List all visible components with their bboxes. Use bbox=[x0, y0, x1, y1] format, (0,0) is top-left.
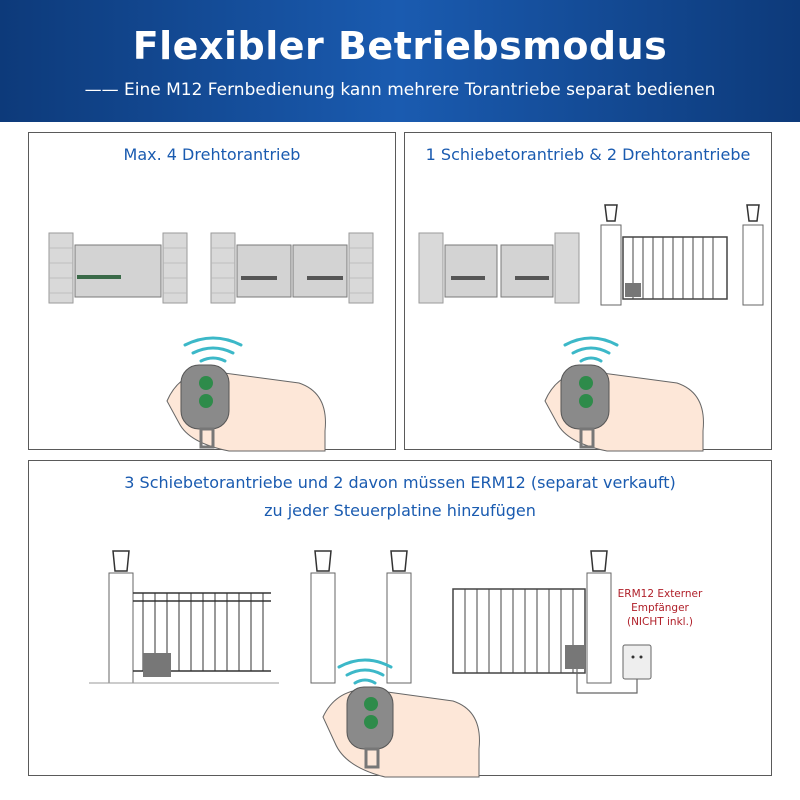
page-subtitle: —— Eine M12 Fernbedienung kann mehrere Torantriebe separat bedienen bbox=[84, 80, 716, 100]
panel-title-line1: 3 Schiebetorantriebe und 2 davon müssen ERM12 (separat verkauft) bbox=[124, 473, 676, 492]
panel-title-swing: Max. 4 Drehtorantrieb bbox=[123, 145, 301, 164]
header-banner bbox=[0, 0, 800, 122]
erm12-label: ERM12 Externer Empfänger (NICHT inkl.) bbox=[617, 588, 703, 628]
page-title: Flexibler Betriebsmodus bbox=[132, 24, 668, 68]
swing-gates-illustration bbox=[29, 133, 397, 451]
panel-swing-gates bbox=[28, 132, 396, 450]
panel-three-sliding bbox=[28, 460, 772, 776]
panel-title-line2: zu jeder Steuerplatine hinzufügen bbox=[264, 501, 536, 520]
panel-sliding-swing bbox=[404, 132, 772, 450]
panel-title-mixed: 1 Schiebetorantrieb & 2 Drehtorantriebe bbox=[425, 145, 751, 164]
mixed-gates-illustration bbox=[405, 133, 773, 451]
